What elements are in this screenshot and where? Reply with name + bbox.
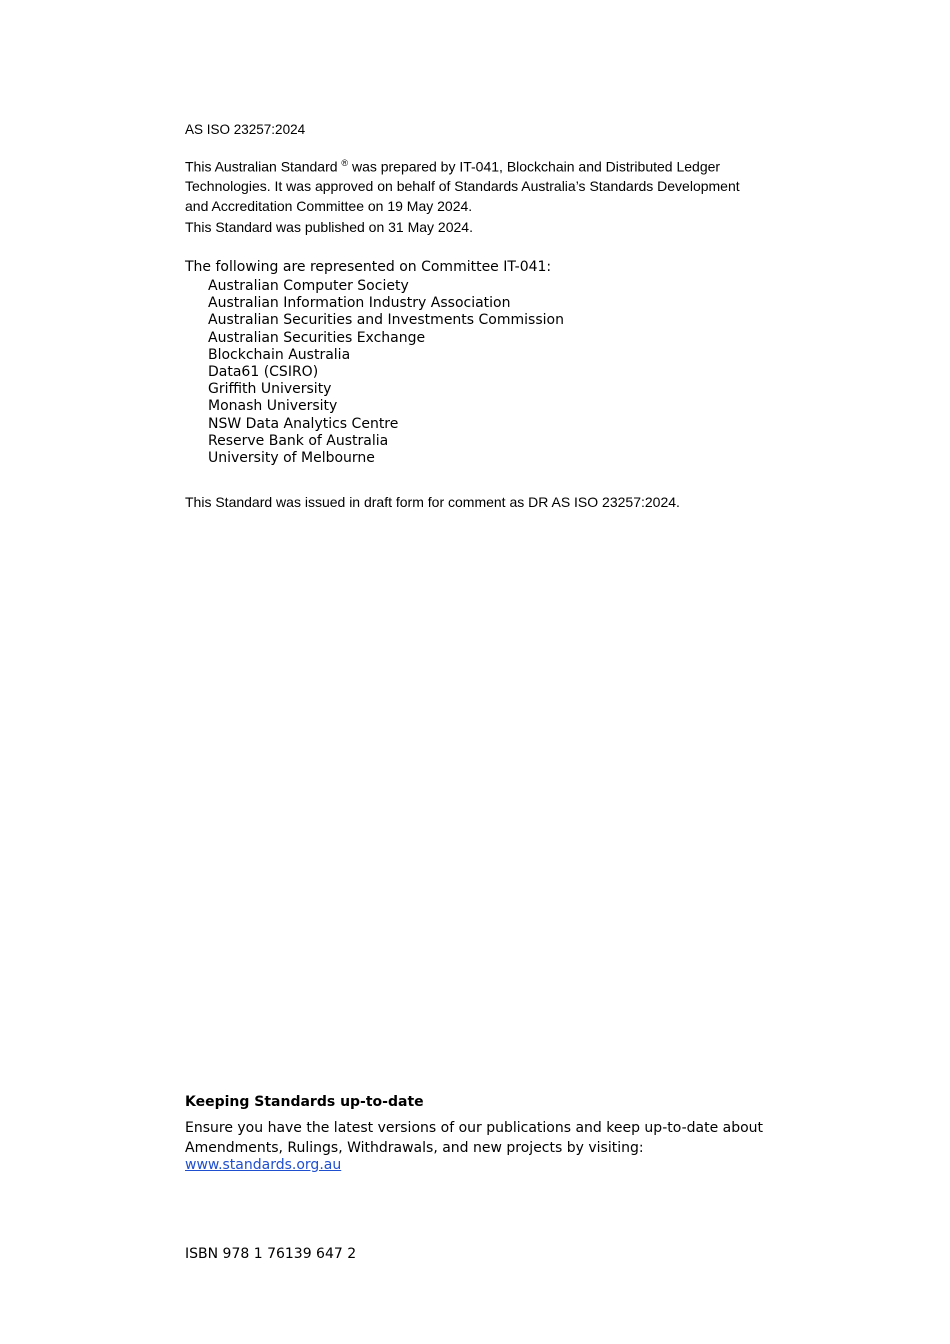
draft-note: This Standard was issued in draft form for comment as DR AS ISO 23257:2024.	[185, 494, 680, 510]
document-id: AS ISO 23257:2024	[185, 122, 306, 137]
committee-member: Australian Computer Society	[208, 278, 409, 294]
committee-member: Reserve Bank of Australia	[208, 432, 389, 449]
publication-date: This Standard was published on 31 May 2024.	[185, 219, 473, 235]
committee-member: Australian Securities Exchange	[208, 329, 426, 346]
prep-text-end: was prepared by IT-041, Blockchain and Distributed Ledger Technologies. It was approved on behalf of Standards Australia’s Standards Development and Accreditation Committee on 19 May 2024.	[185, 158, 740, 214]
registered-mark: ®	[341, 158, 349, 168]
committee-member-list	[208, 278, 564, 467]
committee-intro: The following are represented on Committee IT-041:	[185, 259, 552, 275]
preparation-statement	[185, 154, 765, 216]
committee-member: Monash University	[208, 398, 338, 415]
committee-member: NSW Data Analytics Centre	[208, 415, 399, 432]
prep-text-start: This Australian Standard	[185, 158, 342, 175]
standards-website-link[interactable]: www.standards.org.au	[185, 1157, 342, 1173]
isbn: ISBN 978 1 76139 647 2	[185, 1246, 357, 1262]
committee-section	[185, 259, 564, 467]
keeping-up-to-date-text: Ensure you have the latest versions of our publications and keep up-to-date about Amendments, Rulings, Withdrawals, and new projects by visiting:	[185, 1120, 764, 1156]
committee-member: University of Melbourne	[208, 450, 375, 467]
committee-member: Australian Securities and Investments Commission	[208, 312, 564, 329]
committee-member: Australian Information Industry Association	[208, 295, 511, 312]
committee-member: Data61 (CSIRO)	[208, 364, 319, 381]
keeping-up-to-date-heading: Keeping Standards up-to-date	[185, 1094, 424, 1110]
committee-member: Griffith University	[208, 381, 332, 398]
committee-member: Blockchain Australia	[208, 346, 351, 363]
